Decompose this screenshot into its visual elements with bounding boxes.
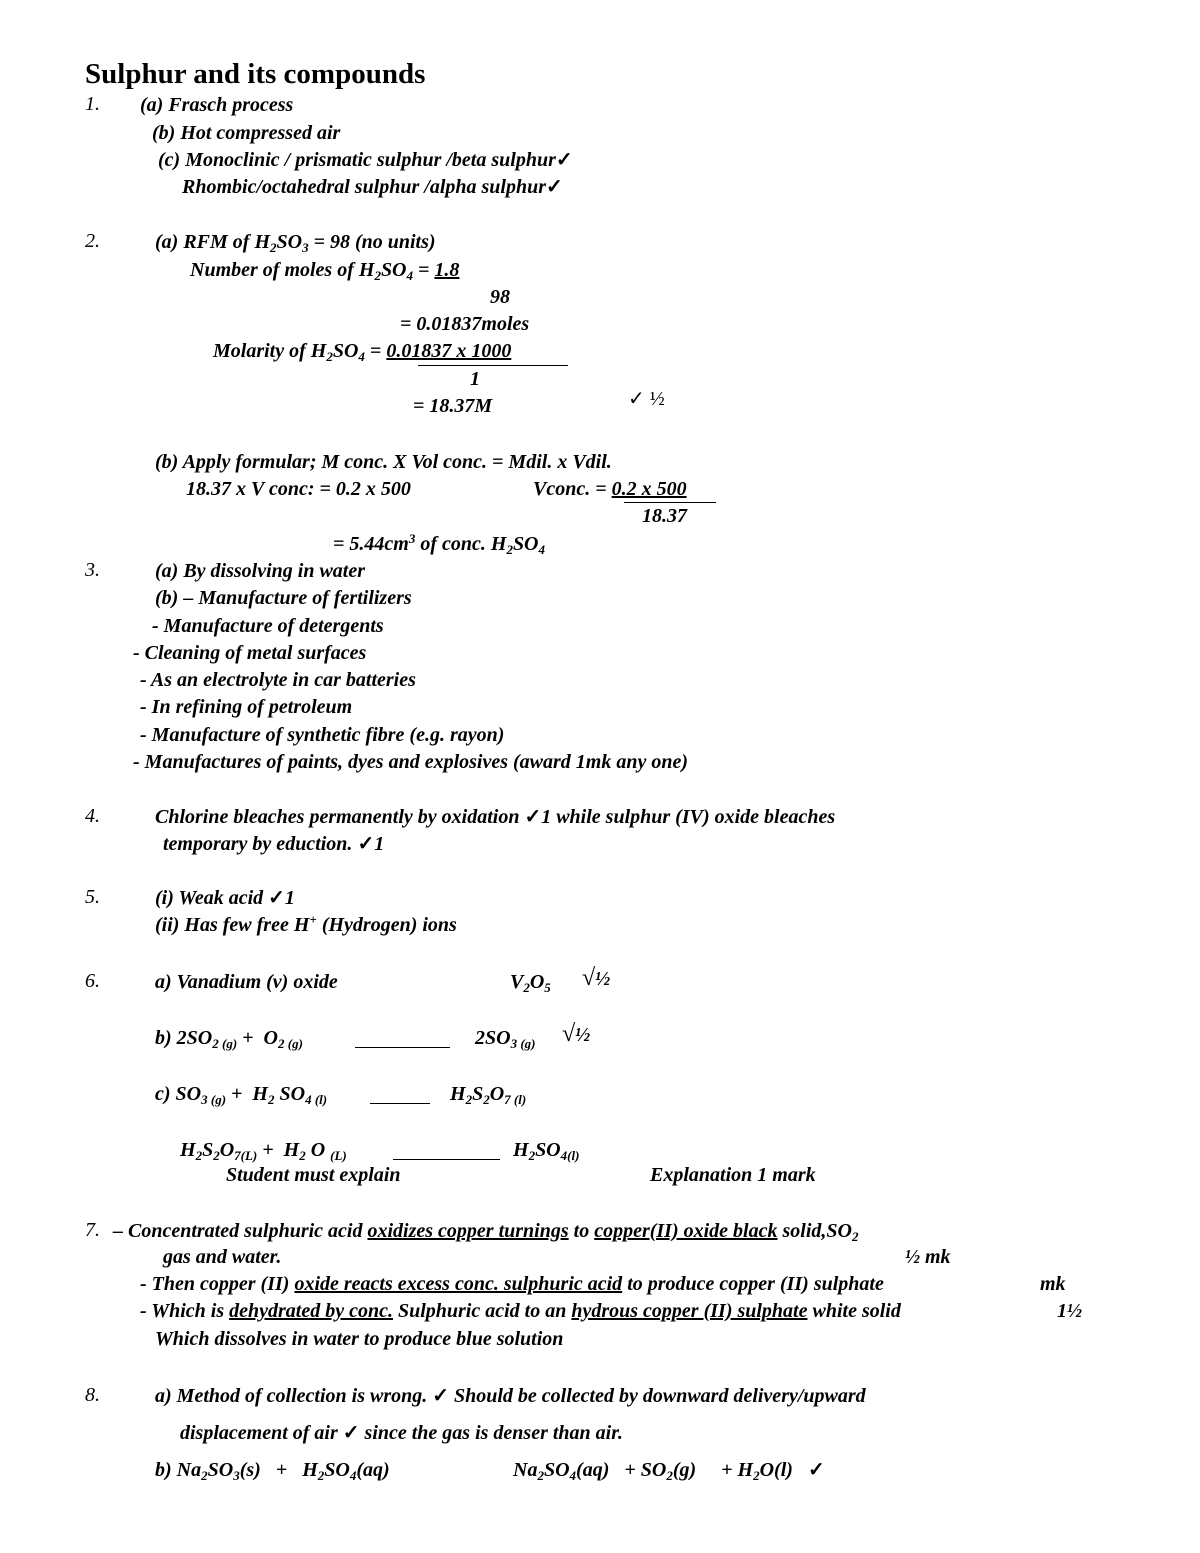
q2-vconc: Vconc. = 0.2 x 500 xyxy=(533,478,687,500)
q3-use-item: - As an electrolyte in car batteries xyxy=(140,669,416,691)
reaction-arrow-line xyxy=(370,1103,430,1104)
check-icon: √ xyxy=(562,1021,576,1047)
q2-molarity: Molarity of $H_2SO_4 = 0.01837$ x 1000 xyxy=(213,340,512,364)
q2-vconc-denominator: 18.37 xyxy=(642,505,687,527)
q6-part-c-product: $H_2S_2O_{7 (l)}$ xyxy=(450,1083,527,1107)
q6-part-a-mark: √½ xyxy=(582,965,611,991)
q2-moles-denominator: 98 xyxy=(490,286,510,308)
q2-rfm: (a) RFM of $H_2SO_3 = 98$ (no units) xyxy=(155,231,436,255)
q2-part-b-calc: 18.37 x V conc: = 0.2 x 500 xyxy=(186,478,411,500)
q2-half-mark: ✓ ½ xyxy=(628,388,665,410)
q5-part-ii: (ii) Has few free H+ (Hydrogen) ions xyxy=(155,912,457,936)
check-icon: ✓ xyxy=(432,1385,449,1407)
q4-line-2: temporary by eduction. ✓1 xyxy=(163,833,385,855)
q7-line-5: Which dissolves in water to produce blue solution xyxy=(155,1328,564,1350)
q3-use-item: - Manufacture of detergents xyxy=(152,615,384,637)
fraction-bar xyxy=(418,365,568,366)
q6-part-b-product: $2SO_{3 (g)}$ xyxy=(475,1027,536,1051)
q6-part-a-formula: $V_2O_5$ xyxy=(510,971,551,995)
q5-part-i: (i) Weak acid ✓1 xyxy=(155,887,295,909)
q6-part-b-mark: √½ xyxy=(562,1021,591,1047)
q7-line-2: gas and water. xyxy=(163,1246,282,1268)
question-2-number: 2. xyxy=(85,230,100,252)
q7-line-3: - Then copper (II) oxide reacts excess conc. sulphuric acid to produce copper (II) sulphate xyxy=(140,1273,884,1295)
q3-use-item: - Cleaning of metal surfaces xyxy=(133,642,367,664)
fraction-bar xyxy=(624,502,716,503)
q1-part-c: (c) Monoclinic / prismatic sulphur /beta sulphur✓ xyxy=(158,149,573,171)
question-4-number: 4. xyxy=(85,805,100,827)
q7-line-1: – Concentrated sulphuric acid oxidizes copper turnings to copper(II) oxide black $solid,SO_2$ xyxy=(113,1220,859,1244)
q7-line-3-mark: mk xyxy=(1040,1273,1066,1295)
check-icon: ✓ xyxy=(555,149,573,171)
check-icon: ✓ xyxy=(342,1422,360,1444)
q2-part-b-formula: (b) Apply formular; M conc. X Vol conc. = Mdil. x Vdil. xyxy=(155,451,612,473)
check-icon: √ xyxy=(582,965,596,991)
q2-moles-result: = 0.01837moles xyxy=(400,313,530,335)
check-icon: ✓ xyxy=(546,176,563,198)
q1-part-c-rhombic: Rhombic/octahedral sulphur /alpha sulphur✓ xyxy=(182,176,563,198)
q4-line-1: Chlorine bleaches permanently by oxidation ✓1 while sulphur (IV) oxide bleaches xyxy=(155,806,836,828)
question-8-number: 8. xyxy=(85,1384,100,1406)
page-title: Sulphur and its compounds xyxy=(85,58,426,90)
q6-explanation-mark: Explanation 1 mark xyxy=(650,1164,816,1186)
q3-use-item: - Manufactures of paints, dyes and explosives (award 1mk any one) xyxy=(133,751,688,773)
q2-molarity-result: = 18.37M xyxy=(413,395,493,417)
q6-part-a: a) Vanadium (v) oxide xyxy=(155,971,338,993)
q3-use-item: - In refining of petroleum xyxy=(140,696,353,718)
q3-part-a: (a) By dissolving in water xyxy=(155,560,366,582)
check-icon: ✓ xyxy=(268,887,285,909)
question-3-number: 3. xyxy=(85,559,100,581)
q8-part-a-line-1: a) Method of collection is wrong. ✓ Should be collected by downward delivery/upward xyxy=(155,1385,866,1407)
reaction-arrow-line xyxy=(355,1047,450,1048)
question-6-number: 6. xyxy=(85,970,100,992)
check-icon: ✓ xyxy=(357,833,375,855)
question-1-number: 1. xyxy=(85,93,100,115)
q3-use-item: - Manufacture of synthetic fibre (e.g. rayon) xyxy=(140,724,505,746)
q1-part-a: (a) Frasch process xyxy=(140,94,294,116)
q3-part-b: (b) – Manufacture of fertilizers xyxy=(155,587,412,609)
check-icon: ✓ xyxy=(524,806,542,828)
question-7-number: 7. xyxy=(85,1219,100,1241)
q2-final-answer: = $5.44cm^3$ of conc. $H_2SO_4$ xyxy=(333,531,546,557)
q6-part-b-reactants: b) $2SO_{2 (g)} + O_{2 (g)}$ xyxy=(155,1027,303,1051)
q7-line-4-mark: 1½ xyxy=(1057,1300,1082,1322)
q6-part-d-reactants: $H_2S_2O_{7(L)} + H_2$ O $_{(L)}$ xyxy=(180,1139,347,1163)
q2-moles: Number of moles of $H_2SO_4 = 1.8$ xyxy=(190,259,460,283)
q8-part-b-reactants: b) $Na_2SO_3(s) + H_2SO_4(aq)$ xyxy=(155,1459,390,1483)
q8-part-a-line-2: displacement of air ✓ since the gas is denser than air. xyxy=(180,1422,623,1444)
reaction-arrow-line xyxy=(393,1159,500,1160)
q8-part-b-products: $Na_2SO_4(aq) + SO_2(g)$ + $H_2O(l)$ ✓ xyxy=(513,1459,825,1483)
q2-molarity-denominator: 1 xyxy=(470,368,480,390)
question-5-number: 5. xyxy=(85,886,100,908)
q1-part-b: (b) Hot compressed air xyxy=(152,122,341,144)
q6-student-explain: Student must explain xyxy=(226,1164,401,1186)
q7-half-mark: ½ mk xyxy=(905,1246,951,1268)
q6-part-c-reactants: c) $SO_{3 (g)} + H_2$ $SO_{4 (l)}$ xyxy=(155,1083,328,1107)
q6-part-d-product: $H_2SO_{4(l)}$ xyxy=(513,1139,580,1163)
check-icon: ✓ xyxy=(807,1459,825,1481)
q7-line-4: - Which is dehydrated by conc. Sulphuric acid to an hydrous copper (II) sulphate white solid xyxy=(140,1300,901,1322)
